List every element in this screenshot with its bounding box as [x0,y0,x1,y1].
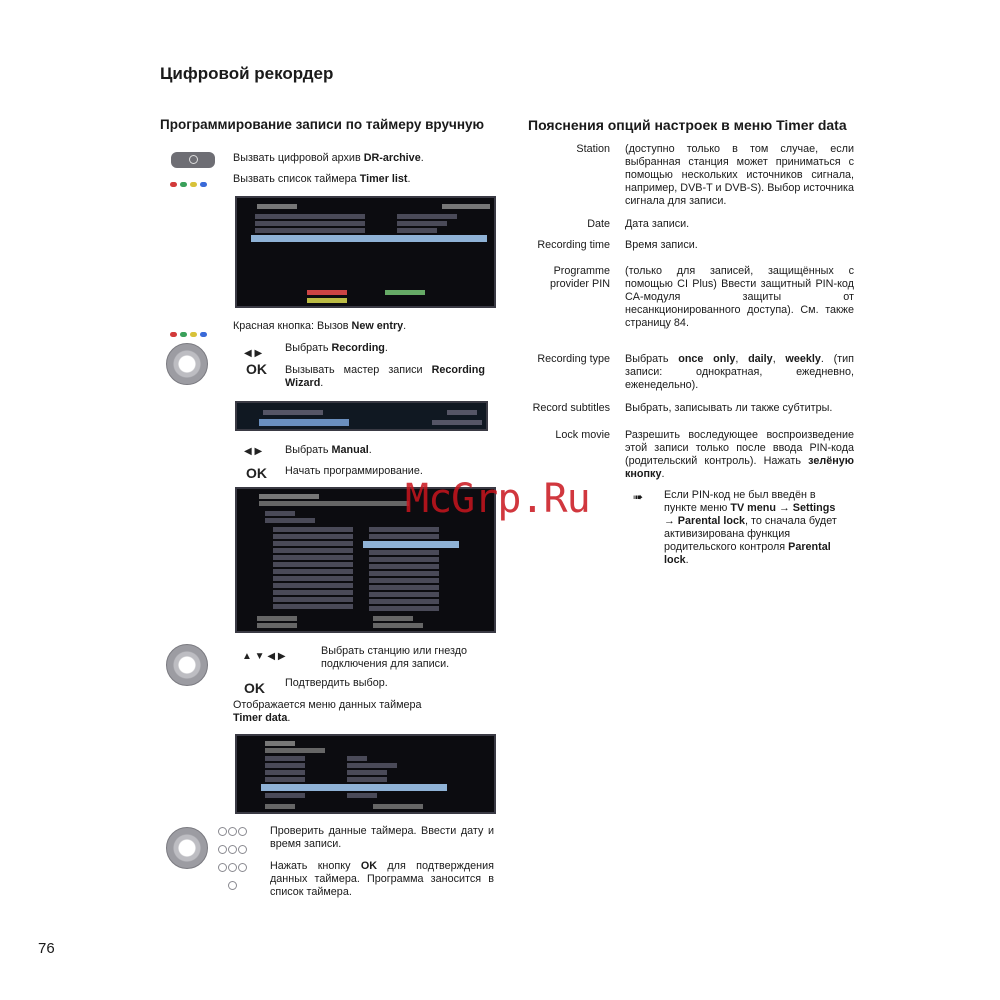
right-heading: Пояснения опций настроек в меню Timer data [528,117,847,133]
remote-navigation-icon-2 [166,644,208,686]
left-right-arrows-icon: ◀ ▶ [244,348,263,359]
step-new-entry: Красная кнопка: Вызов New entry. [233,320,407,332]
remote-navigation-icon-3 [166,827,208,869]
parental-lock-note: Если PIN-код не был введён в пункте меню TV menu → Settings → Parental lock, то сначала будет активизирована функция родительского контроля Parental lock. [664,489,837,566]
option-desc-lock-movie: Разрешить воследующее воспроизведение этой записи только после ввода PIN-кода (родительский контроль). Нажать зелёную кнопку. [625,429,854,480]
option-label-provider-pin: Programme provider PIN [549,265,610,290]
remote-navigation-icon [166,343,208,385]
ok-key-icon: OK [246,361,267,377]
dr-archive-button-icon [171,152,215,168]
step-select-station: Выбрать станцию или гнездо подключения для записи. [321,645,468,670]
step-select-manual: Выбрать Manual. [285,444,372,456]
step-recording-wizard: Вызывать мастер записи Recording Wizard. [285,364,485,389]
left-right-arrows-icon-2: ◀ ▶ [244,446,263,457]
timer-data-screenshot [235,734,496,814]
option-desc-station: (доступно только в том случае, если выбранная станция может приниматься с помощью нескольких источников сигнала, например, DVB-T и DVB-S). Выбор источника сигнала для записи. [625,143,854,207]
watermark: McGrp.Ru [405,476,590,522]
option-desc-recording-type: Выбрать once only, daily, weekly. (тип записи: однократная, ежедневно, еженедельно). [625,353,854,391]
ok-key-icon-3: OK [244,680,265,696]
option-label-recording-type: Recording type [537,353,610,365]
color-keys-icon-2 [170,326,210,344]
color-keys-icon [170,176,210,194]
option-label-station: Station [576,143,610,155]
step-timer-data-shown: Отображается меню данных таймера Timer data. [233,699,422,724]
step-select-recording: Выбрать Recording. [285,342,388,354]
ok-key-icon-2: OK [246,465,267,481]
left-heading: Программирование записи по таймеру вручную [160,117,485,132]
number-keypad-icon [218,825,252,871]
step-confirm-timer-data: Нажать кнопку OK для подтверждения данных таймера. Программа заносится в список таймера. [270,860,494,898]
note-arrow-icon: ➠ [633,490,644,504]
step-confirm-selection: Подтвердить выбор. [285,677,388,689]
option-label-recording-time: Recording time [537,239,610,251]
step-check-timer-data: Проверить данные таймера. Ввести дату и время записи. [270,825,494,850]
option-label-record-subtitles: Record subtitles [532,402,610,414]
option-label-date: Date [587,218,610,230]
step-timer-list: Вызвать список таймера Timer list. [233,173,411,185]
recording-wizard-screenshot [235,401,488,431]
option-label-lock-movie: Lock movie [555,429,610,441]
option-desc-date: Дата записи. [625,218,690,230]
step-start-programming: Начать программирование. [285,465,423,477]
option-desc-recording-time: Время записи. [625,239,698,251]
option-desc-record-subtitles: Выбрать, записывать ли также субтитры. [625,402,833,414]
page-number: 76 [38,940,55,957]
four-way-arrows-icon: ▲ ▼ ◀ ▶ [242,651,286,662]
timer-list-screenshot [235,196,496,308]
option-desc-provider-pin: (только для записей, защищённых с помощью CI Plus) Ввести защитный PIN-код CA-модуля защиты от несанкционированного доступа). См. также страницу 84. [625,265,854,329]
step-dr-archive: Вызвать цифровой архив DR-archive. [233,152,424,164]
page-title: Цифровой рекордер [160,64,334,83]
